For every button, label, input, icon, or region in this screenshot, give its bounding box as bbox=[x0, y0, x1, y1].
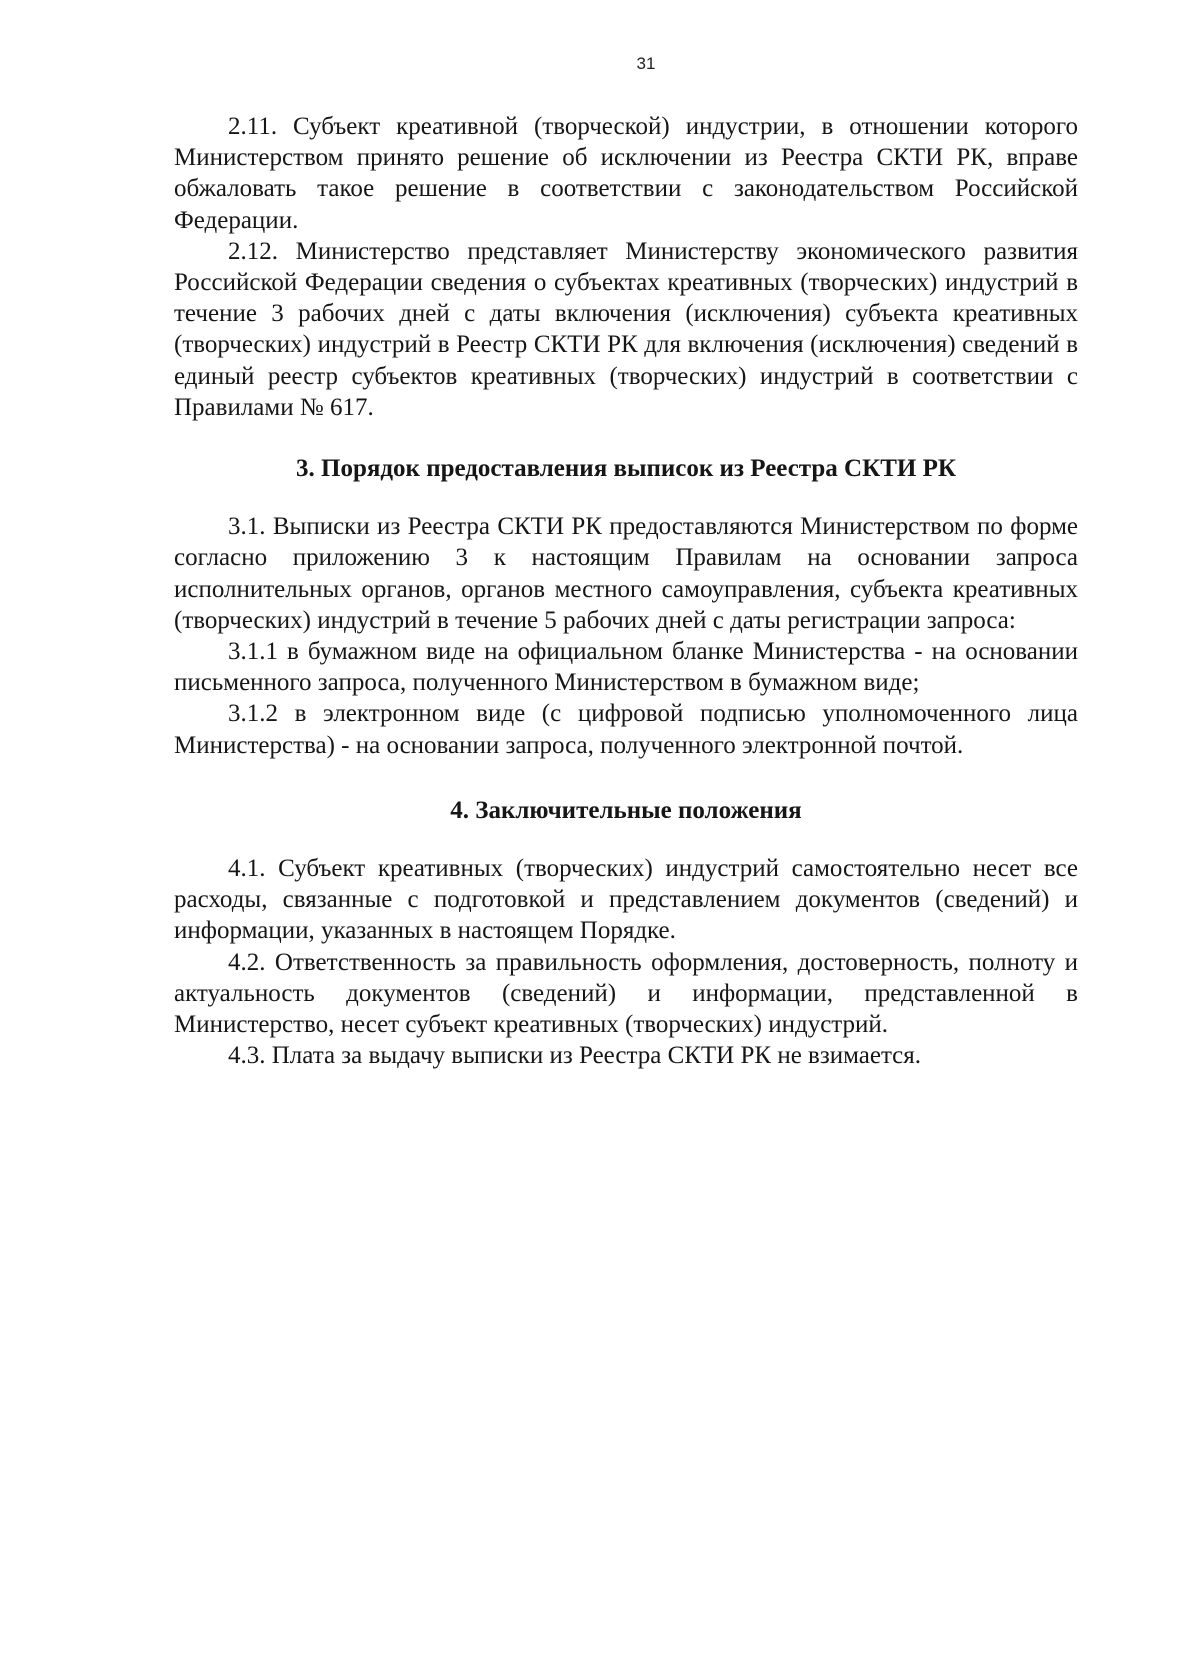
paragraph-4-2: 4.2. Ответственность за правильность оформления, достоверность, полноту и актуальность документов (сведений) и информации, представленной в Министерство, несет субъект креативных (творческих) индустрий. bbox=[174, 948, 1078, 1039]
document-body bbox=[174, 111, 1078, 1071]
section-4-heading: 4. Заключительные положения bbox=[450, 796, 802, 824]
paragraph-2-11: 2.11. Субъект креативной (творческой) индустрии, в отношении которого Министерством принято решение об исключении из Реестра СКТИ РК, вправе обжаловать такое решение в соответствии с законодательством Российской Федерации. bbox=[174, 113, 1078, 234]
paragraph-3-1-2: 3.1.2 в электронном виде (с цифровой подписью уполномоченного лица Министерства) - на основании запроса, полученного электронной почтой. bbox=[174, 700, 1078, 759]
section-3-heading: 3. Порядок предоставления выписок из Реестра СКТИ РК bbox=[296, 455, 956, 483]
paragraph-4-3: 4.3. Плата за выдачу выписки из Реестра СКТИ РК не взимается. bbox=[228, 1042, 922, 1070]
paragraph-3-1: 3.1. Выписки из Реестра СКТИ РК предоставляются Министерством по форме согласно приложению 3 к настоящим Правилам на основании запроса исполнительных органов, органов местного самоуправления, субъекта креативных (творческих) индустрий в течение 5 рабочих дней с даты регистрации запроса: bbox=[174, 513, 1078, 634]
paragraph-4-1: 4.1. Субъект креативных (творческих) индустрий самостоятельно несет все расходы, связанные с подготовкой и представлением документов (сведений) и информации, указанных в настоящем Порядке. bbox=[174, 855, 1078, 945]
page-number: 31 bbox=[636, 54, 656, 73]
paragraph-3-1-1: 3.1.1 в бумажном виде на официальном бланке Министерства - на основании письменного запроса, полученного Министерством в бумажном виде; bbox=[174, 638, 1078, 697]
paragraph-2-12: 2.12. Министерство представляет Министерству экономического развития Российской Федерации сведения о субъектах креативных (творческих) индустрий в течение 3 рабочих дней с даты включения (исключения) субъекта креативных (творческих) индустрий в Реестр СКТИ РК для включения (исключения) сведений в единый реестр субъектов креативных (творческих) индустрий в соответствии с Правилами № 617. bbox=[174, 237, 1078, 421]
